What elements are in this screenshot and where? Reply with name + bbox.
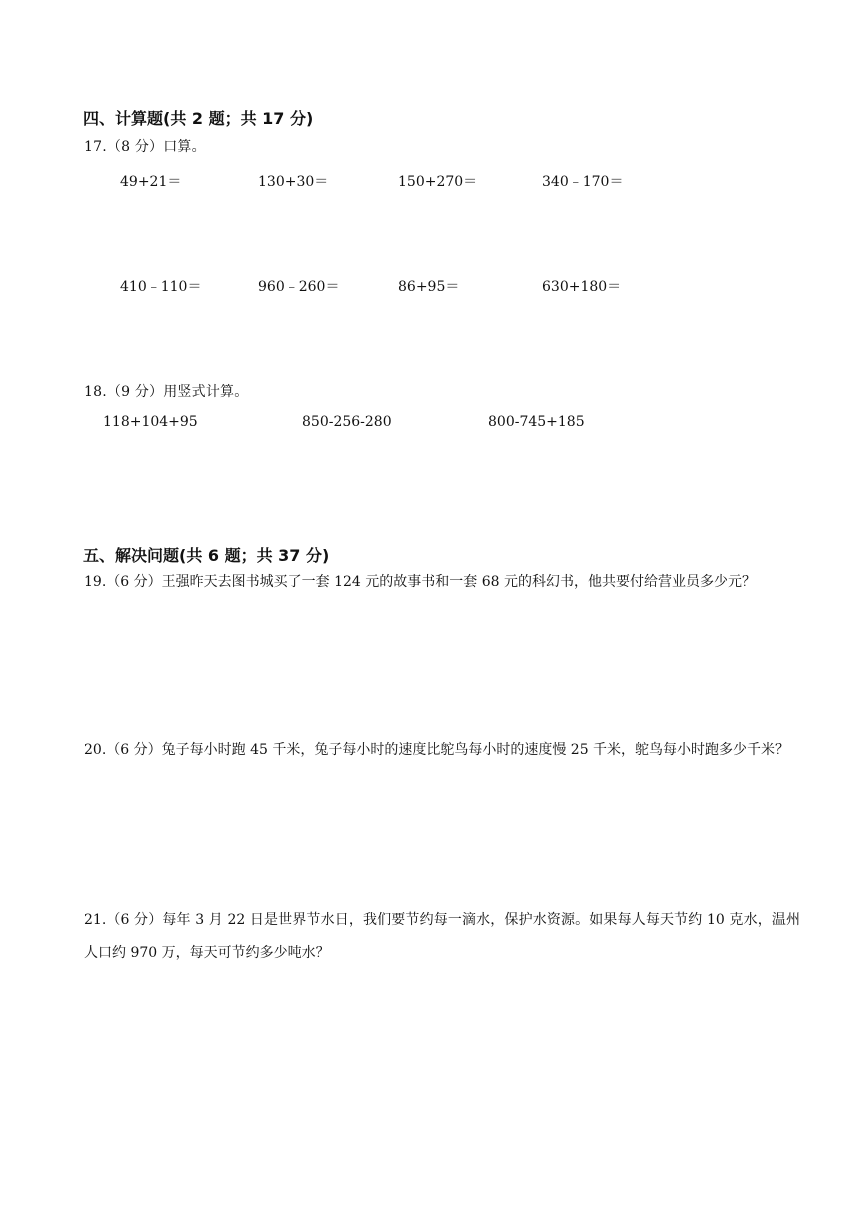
q17-expression: 86+95＝ — [398, 279, 460, 295]
q17-expression: 340﹣170＝ — [542, 174, 624, 190]
question-21: 21.（6 分）每年 3 月 22 日是世界节水日，我们要节约每一滴水，保护水资源。如果每人每天节约 10 克水，温州人口约 970 万，每天可节约多少吨水？ — [84, 912, 800, 961]
q17-expression: 960﹣260＝ — [258, 279, 340, 295]
question-19: 19.（6 分）王强昨天去图书城买了一套 124 元的故事书和一套 68 元的科幻书，他共要付给营业员多少元？ — [84, 574, 756, 590]
q17-expression: 630+180＝ — [542, 279, 622, 295]
question-20: 20.（6 分）兔子每小时跑 45 千米，兔子每小时的速度比鸵鸟每小时的速度慢 25 千米，鸵鸟每小时跑多少千米？ — [84, 742, 790, 758]
q17-expression: 130+30＝ — [258, 174, 329, 190]
q17-expression: 150+270＝ — [398, 174, 478, 190]
q18-expression: 800-745+185 — [488, 414, 585, 430]
section-4-title: 四、计算题(共 2 题；共 17 分) — [83, 109, 314, 128]
q17-expression: 410﹣110＝ — [120, 279, 202, 295]
question-18-prompt: 18.（9 分）用竖式计算。 — [84, 384, 249, 400]
question-17-prompt: 17.（8 分）口算。 — [84, 139, 206, 155]
q18-expression: 118+104+95 — [103, 414, 198, 430]
q18-expression: 850-256-280 — [302, 414, 392, 430]
section-5-title: 五、解决问题(共 6 题；共 37 分) — [83, 546, 330, 565]
q17-expression: 49+21＝ — [120, 174, 182, 190]
